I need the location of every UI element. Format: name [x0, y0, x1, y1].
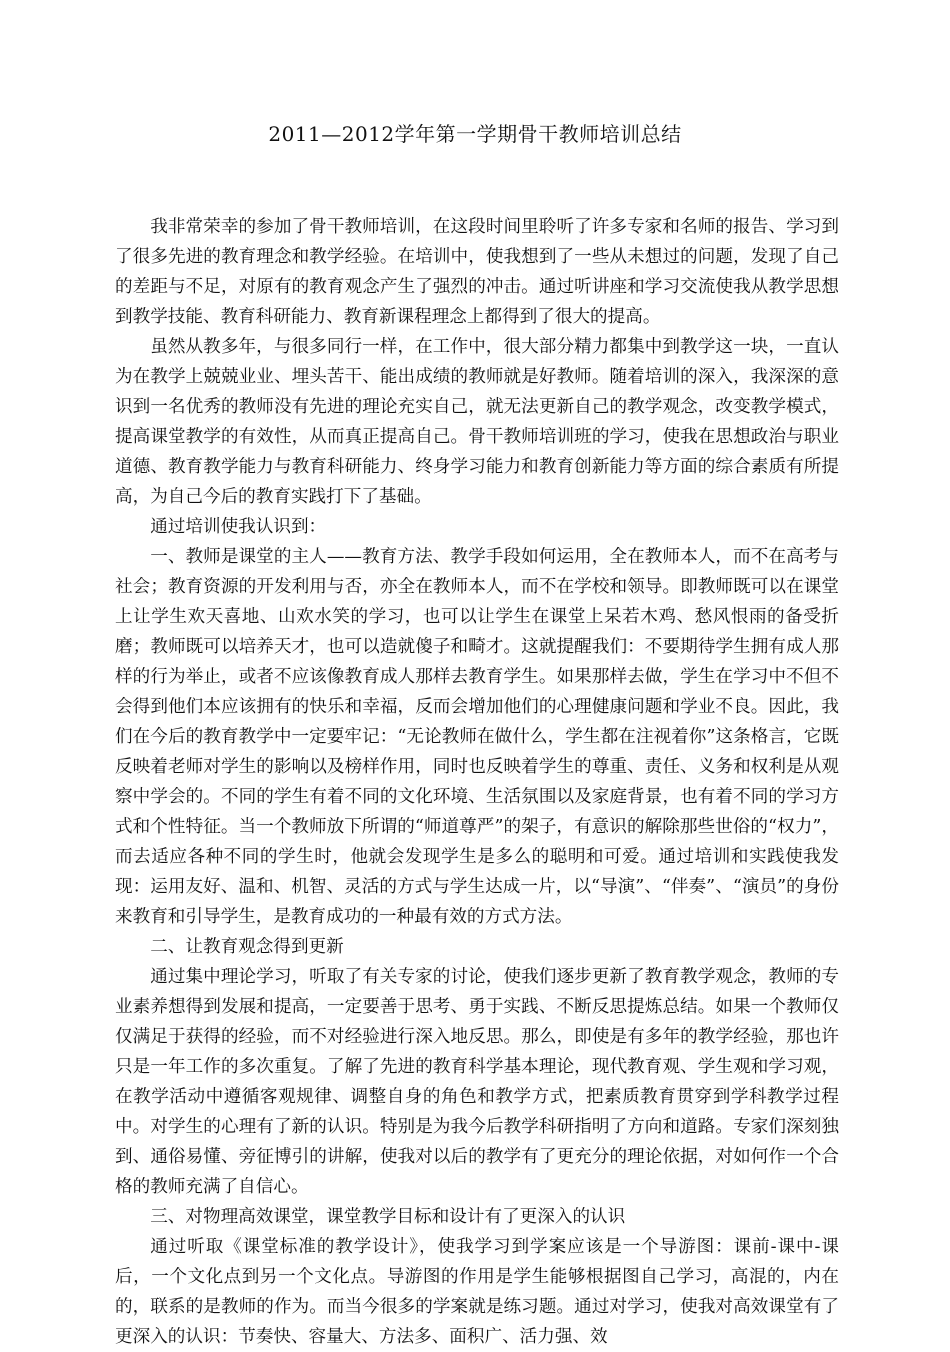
paragraph: 通过听取《课堂标准的教学设计》，使我学习到学案应该是一个导游图：课前-课中-课后，一个文化点到另一个文化点。导游图的作用是学生能够根据图自己学习，高混的，内在的，联系的是教师的作为。而当今很多的学案就是练习题。通过对学习，使我对高效课堂有了更深入的认识：节奏快、容量大、方法多、面积广、活力强、效: [115, 1237, 839, 1347]
document-body: [115, 212, 839, 1352]
paragraph: 通过培训使我认识到：: [150, 517, 327, 537]
document-title: 2011—2012学年第一学期骨干教师培训总结: [268, 122, 682, 146]
section-heading: 三、对物理高效课堂，课堂教学目标和设计有了更深入的认识: [150, 1207, 626, 1227]
paragraph: 通过集中理论学习，听取了有关专家的讨论，使我们逐步更新了教育教学观念，教师的专业素养想得到发展和提高，一定要善于思考、勇于实践、不断反思提炼总结。如果一个教师仅仅满足于获得的经验，而不对经验进行深入地反思。那么，即使是有多年的教学经验，那也许只是一年工作的多次重复。了解了先进的教育科学基本理论，现代教育观、学生观和学习观，在教学活动中遵循客观规律、调整自身的角色和教学方式，把素质教育贯穿到学科教学过程中。对学生的心理有了新的认识。特别是为我今后教学科研指明了方向和道路。专家们深刻独到、通俗易懂、旁征博引的讲解，使我对以后的教学有了更充分的理论依据，对如何作一个合格的教师充满了自信心。: [115, 967, 839, 1197]
paragraph: 虽然从教多年，与很多同行一样，在工作中，很大部分精力都集中到教学这一块，一直认为在教学上兢兢业业、埋头苦干、能出成绩的教师就是好教师。随着培训的深入，我深深的意识到一名优秀的教师没有先进的理论充实自己，就无法更新自己的教学观念，改变教学模式，提高课堂教学的有效性，从而真正提高自己。骨干教师培训班的学习，使我在思想政治与职业道德、教育教学能力与教育科研能力、终身学习能力和教育创新能力等方面的综合素质有所提高，为自己今后的教育实践打下了基础。: [115, 337, 839, 507]
section-heading: 二、让教育观念得到更新: [150, 937, 344, 957]
paragraph: 我非常荣幸的参加了骨干教师培训，在这段时间里聆听了许多专家和名师的报告、学习到了很多先进的教育理念和教学经验。在培训中，使我想到了一些从未想过的问题，发现了自己的差距与不足，对原有的教育观念产生了强烈的冲击。通过听讲座和学习交流使我从教学思想到教学技能、教育科研能力、教育新课程理念上都得到了很大的提高。: [115, 217, 839, 327]
paragraph: 一、教师是课堂的主人——教育方法、教学手段如何运用，全在教师本人，而不在高考与社会；教育资源的开发利用与否，亦全在教师本人，而不在学校和领导。即教师既可以在课堂上让学生欢天喜地、山欢水笑的学习，也可以让学生在课堂上呆若木鸡、愁风恨雨的备受折磨；教师既可以培养天才，也可以造就傻子和畸才。这就提醒我们：不要期待学生拥有成人那样的行为举止，或者不应该像教育成人那样去教育学生。如果那样去做，学生在学习中不但不会得到他们本应该拥有的快乐和幸福，反而会增加他们的心理健康问题和学业不良。因此，我们在今后的教育教学中一定要牢记：“无论教师在做什么，学生都在注视着你”这条格言，它既反映着老师对学生的影响以及榜样作用，同时也反映着学生的尊重、责任、义务和权利是从观察中学会的。不同的学生有着不同的文化环境、生活氛围以及家庭背景，也有着不同的学习方式和个性特征。当一个教师放下所谓的“师道尊严”的架子，有意识的解除那些世俗的“权力”，而去适应各种不同的学生时，他就会发现学生是多么的聪明和可爱。通过培训和实践使我发现：运用友好、温和、机智、灵活的方式与学生达成一片，以“导演”、“伴奏”、“演员”的身份来教育和引导学生，是教育成功的一种最有效的方式方法。: [115, 547, 839, 927]
